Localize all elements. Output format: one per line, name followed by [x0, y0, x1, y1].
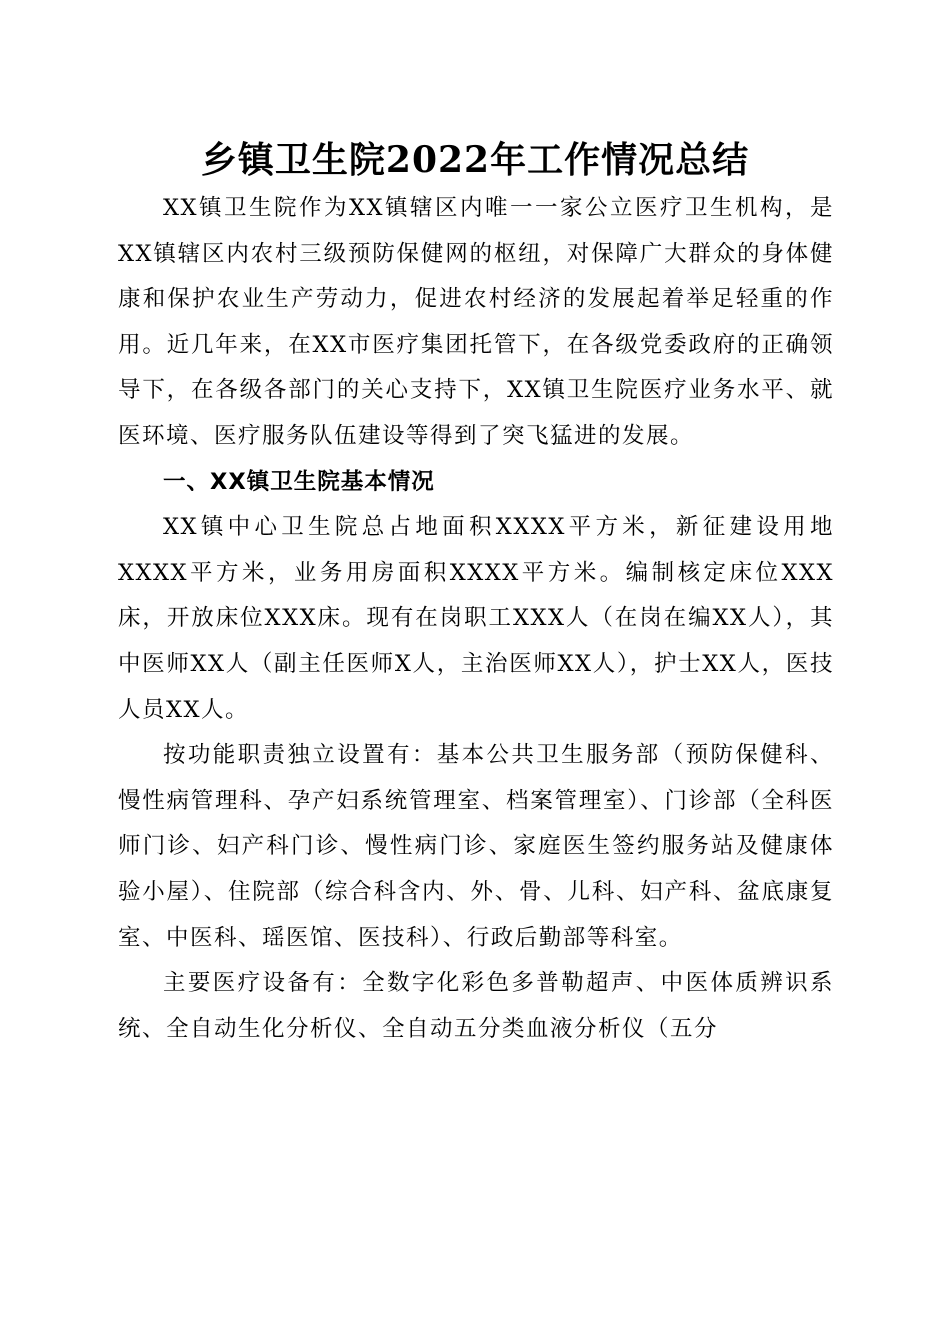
basic-info-paragraph: XX镇中心卫生院总占地面积XXXX平方米，新征建设用地XXXX平方米，业务用房面积XXXX平方米。编制核定床位XXX床，开放床位XXX床。现有在岗职工XXX人（在岗在编XX人），其中医师XX人（副主任医师X人，主治医师XX人），护士XX人，医技人员XX人。 [118, 514, 834, 723]
departments-paragraph: 按功能职责独立设置有：基本公共卫生服务部（预防保健科、慢性病管理科、孕产妇系统管理室、档案管理室）、门诊部（全科医师门诊、妇产科门诊、慢性病门诊、家庭医生签约服务站及健康体验小屋）、住院部（综合科含内、外、骨、儿科、妇产科、盆底康复室、中医科、瑶医馆、医技科）、行政后勤部等科室。 [118, 742, 834, 951]
intro-paragraph: XX镇卫生院作为XX镇辖区内唯一一家公立医疗卫生机构，是XX镇辖区内农村三级预防保健网的枢纽，对保障广大群众的身体健康和保护农业生产劳动力，促进农村经济的发展起着举足轻重的作用。近几年来，在XX市医疗集团托管下，在各级党委政府的正确领导下，在各级各部门的关心支持下，XX镇卫生院医疗业务水平、就医环境、医疗服务队伍建设等得到了突飞猛进的发展。 [118, 195, 834, 449]
document-body [118, 186, 834, 1052]
equipment-paragraph: 主要医疗设备有：全数字化彩色多普勒超声、中医体质辨识系统、全自动生化分析仪、全自动五分类血液分析仪（五分 [118, 970, 834, 1042]
section-heading-basic-info: 一、XX镇卫生院基本情况 [163, 468, 435, 495]
document-title: 乡镇卫生院2022年工作情况总结 [200, 139, 750, 181]
